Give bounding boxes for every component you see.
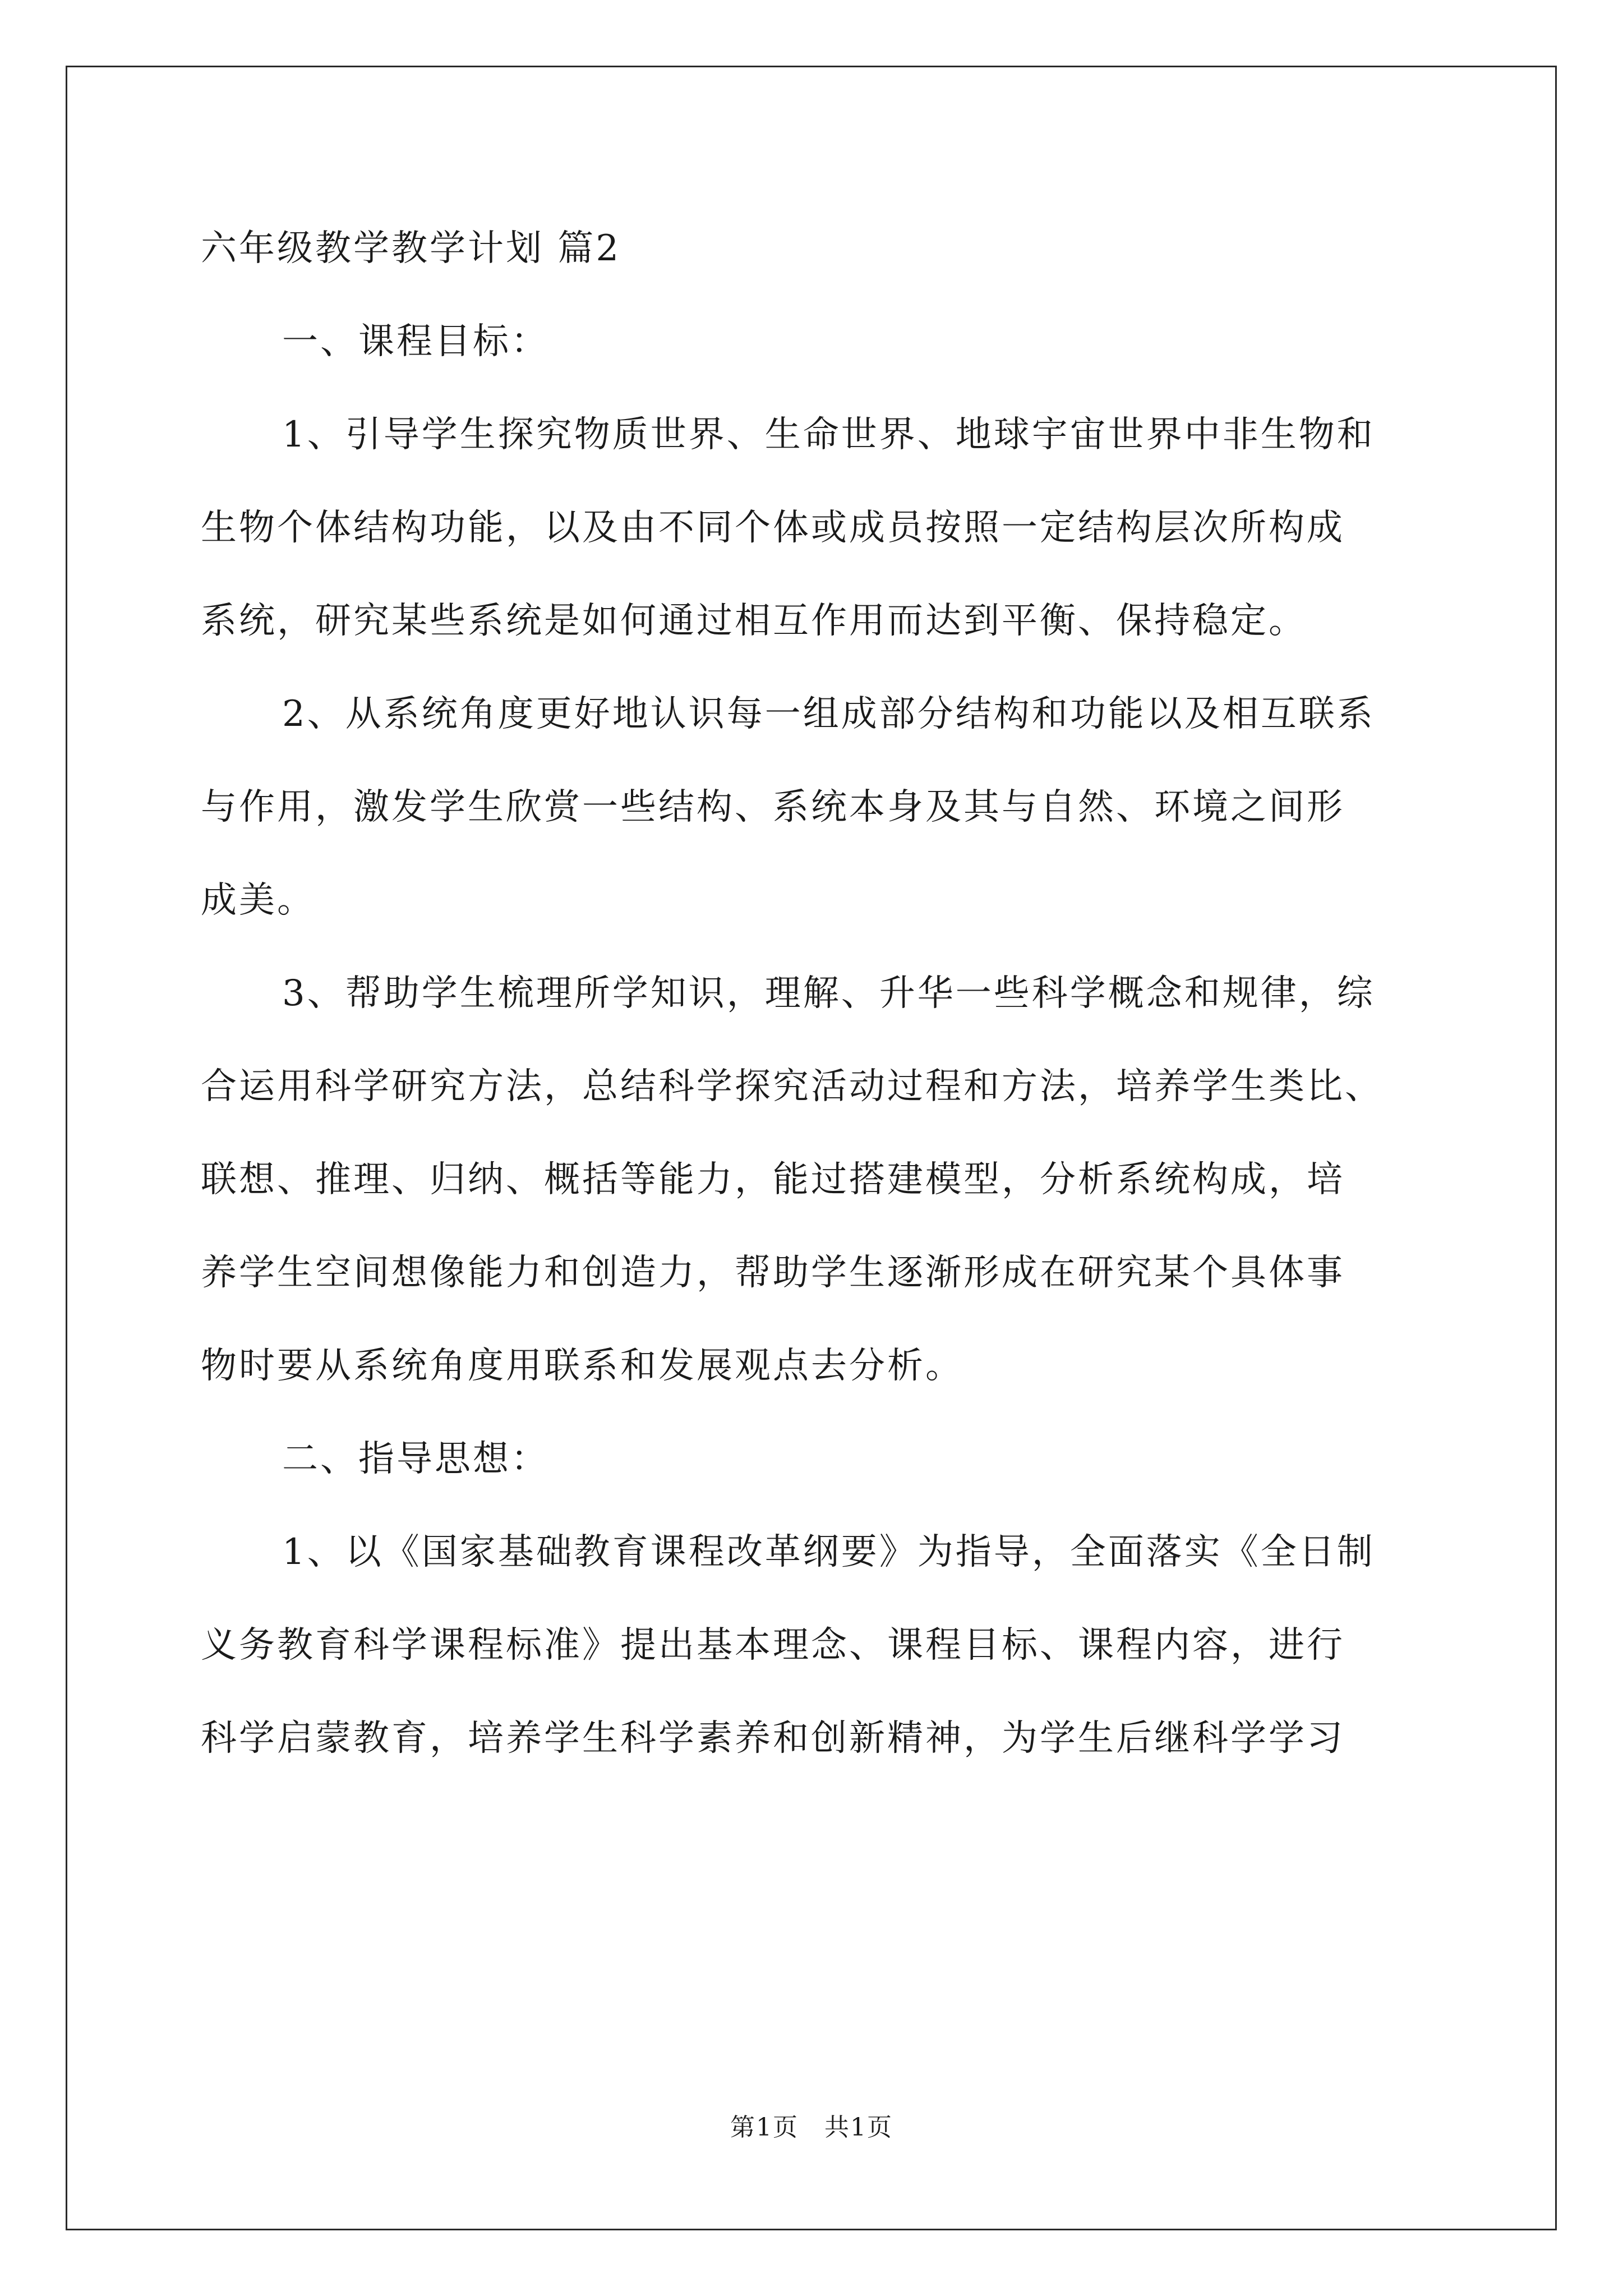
document-body xyxy=(201,222,1429,1765)
section-heading-guidance: 二、指导思想： xyxy=(282,1438,549,1480)
paragraph-line: 1、以《国家基础教育课程改革纲要》为指导，全面落实《全日制 xyxy=(282,1531,1375,1573)
paragraph-line: 联想、推理、归纳、概括等能力，能过搭建模型，分析系统构成，培 xyxy=(201,1159,1345,1200)
paragraph-goal-3 xyxy=(201,967,1429,1393)
paragraph-line: 成美。 xyxy=(201,880,315,921)
document-title: 六年级教学教学计划 篇2 xyxy=(201,228,621,269)
paragraph-guidance-1 xyxy=(201,1525,1429,1765)
paragraph-line: 科学启蒙教育，培养学生科学素养和创新精神，为学生后继科学学习 xyxy=(201,1718,1345,1759)
paragraph-line: 与作用，激发学生欣赏一些结构、系统本身及其与自然、环境之间形 xyxy=(201,786,1345,828)
paragraph-line: 3、帮助学生梳理所学知识，理解、升华一些科学概念和规律，综 xyxy=(282,973,1375,1014)
paragraph-line: 生物个体结构功能，以及由不同个体或成员按照一定结构层次所构成 xyxy=(201,507,1345,549)
page-number-footer: 第1页 共1页 xyxy=(730,2113,893,2142)
paragraph-line: 合运用科学研究方法，总结科学探究活动过程和方法，培养学生类比、 xyxy=(201,1066,1383,1107)
paragraph-goal-1 xyxy=(201,408,1429,648)
paragraph-line: 义务教育科学课程标准》提出基本理念、课程目标、课程内容，进行 xyxy=(201,1625,1345,1666)
paragraph-goal-2 xyxy=(201,687,1429,927)
section-heading-goals: 一、课程目标： xyxy=(282,321,549,362)
paragraph-line: 1、引导学生探究物质世界、生命世界、地球宇宙世界中非生物和 xyxy=(282,414,1375,455)
paragraph-line: 物时要从系统角度用联系和发展观点去分析。 xyxy=(201,1345,963,1387)
paragraph-line: 2、从系统角度更好地认识每一组成部分结构和功能以及相互联系 xyxy=(282,693,1375,735)
paragraph-line: 养学生空间想像能力和创造力，帮助学生逐渐形成在研究某个具体事 xyxy=(201,1252,1345,1294)
paragraph-line: 系统，研究某些系统是如何通过相互作用而达到平衡、保持稳定。 xyxy=(201,600,1307,642)
